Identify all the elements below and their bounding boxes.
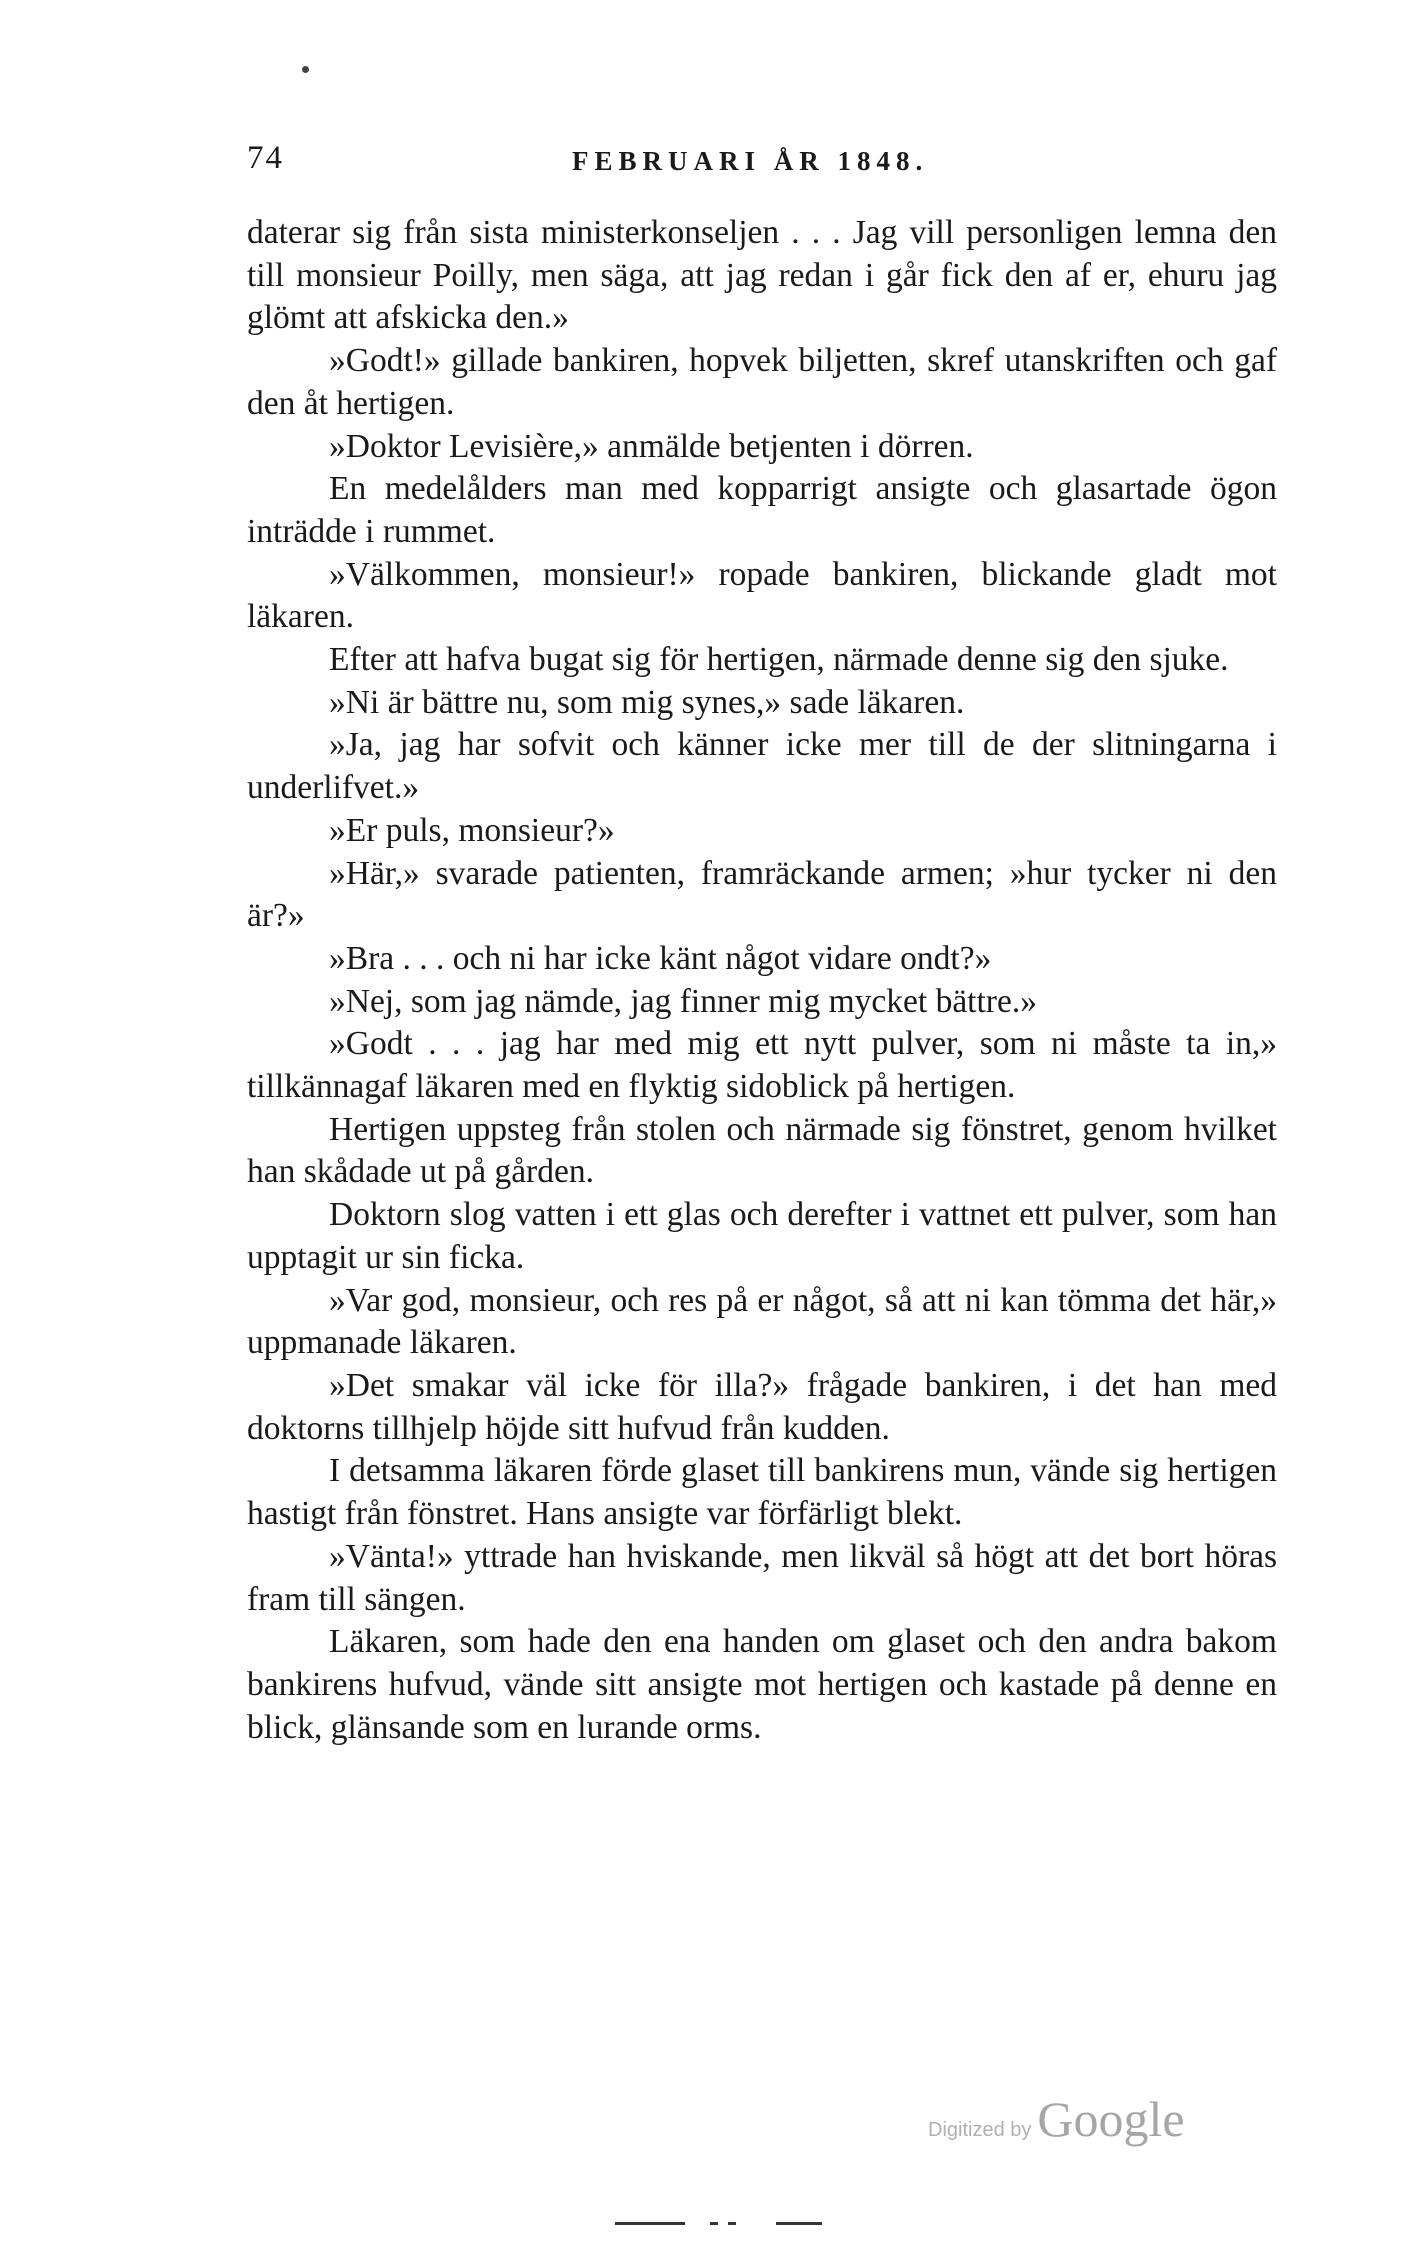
footer-rule: [728, 2222, 736, 2225]
paragraph: Efter att hafva bugat sig för hertigen, närmade denne sig den sjuke.: [329, 641, 1229, 679]
paragraph: »Bra . . . och ni har icke känt något vidare ondt?»: [329, 939, 992, 977]
paragraph: »Er puls, monsieur?»: [329, 811, 615, 849]
google-logo: Google: [1037, 2091, 1185, 2147]
paragraph: »Ni är bättre nu, som mig synes,» sade läkaren.: [329, 683, 965, 721]
digitized-watermark: [928, 2090, 1185, 2150]
paragraph: »Godt!» gillade bankiren, hopvek biljetten, skref utanskriften och gaf den åt hertigen.: [247, 342, 1277, 422]
paragraph: Doktorn slog vatten i ett glas och derefter i vattnet ett pulver, som han upptagit ur sin ficka.: [247, 1196, 1277, 1276]
paragraph: »Här,» svarade patienten, framräckande armen; »hur tycker ni den är?»: [247, 854, 1277, 935]
paragraph: I detsamma läkaren förde glaset till bankirens mun, vände sig hertigen hastigt från fönstret. Hans ansigte var förfärligt blekt.: [247, 1452, 1277, 1533]
paragraph: »Godt . . . jag har med mig ett nytt pulver, som ni måste ta in,» tillkännagaf läkaren med en flyktig sidoblick på hertigen.: [247, 1025, 1277, 1106]
footer-rule: [615, 2222, 685, 2225]
page-number: 74: [247, 140, 284, 176]
paragraph: »Nej, som jag nämde, jag finner mig mycket bättre.»: [329, 982, 1037, 1020]
paragraph: »Var god, monsieur, och res på er något, så att ni kan tömma det här,» uppmanade läkaren.: [247, 1281, 1277, 1362]
paragraph: »Välkommen, monsieur!» ropade bankiren, blickande gladt mot läkaren.: [247, 555, 1277, 636]
body-text: [247, 212, 1277, 1749]
footer-rule: [776, 2222, 822, 2225]
paragraph: »Ja, jag har sofvit och känner icke mer till de der slitningarna i underlifvet.»: [247, 726, 1277, 807]
running-head: FEBRUARI ÅR 1848.: [572, 146, 929, 176]
paragraph: Läkaren, som hade den ena handen om glaset och den andra bakom bankirens hufvud, vände sitt ansigte mot hertigen och kastade på denne en blick, glänsande som en lurande orms.: [247, 1623, 1277, 1746]
paragraph: »Doktor Levisière,» anmälde betjenten i dörren.: [329, 427, 974, 465]
paragraph: »Det smakar väl icke för illa?» frågade bankiren, i det han med doktorns tillhjelp höjde sitt hufvud från kudden.: [247, 1366, 1277, 1447]
paragraph: En medelålders man med kopparrigt ansigte och glasartade ögon inträdde i rummet.: [247, 470, 1277, 550]
paragraph: daterar sig från sista ministerkonseljen . . . Jag vill personligen lemna den till monsieur Poilly, men säga, att jag redan i går fick den af er, ehuru jag glömt att afskicka den.»: [247, 214, 1277, 337]
footer-rule: [710, 2222, 718, 2225]
paragraph: »Vänta!» yttrade han hviskande, men likväl så högt att det bort höras fram till sängen.: [247, 1537, 1277, 1618]
paragraph: Hertigen uppsteg från stolen och närmade sig fönstret, genom hvilket han skådade ut på gården.: [247, 1110, 1277, 1191]
watermark-prefix: Digitized by: [928, 2119, 1032, 2141]
ink-speck: [302, 66, 309, 73]
page-header: [247, 140, 1277, 190]
